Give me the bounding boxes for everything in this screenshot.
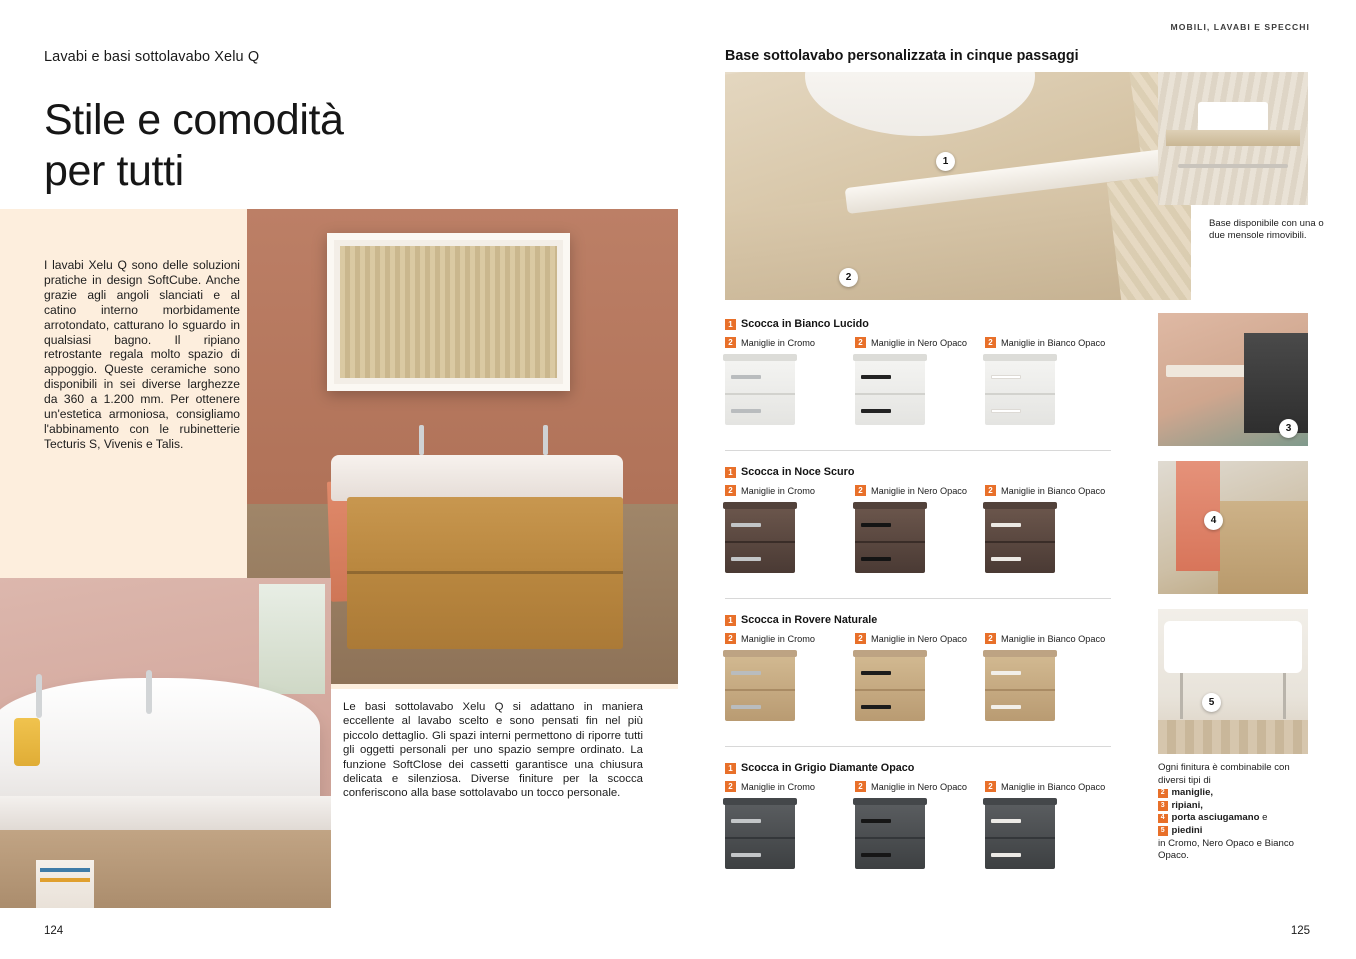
variant-2-unit-c [985, 507, 1055, 573]
variant-2-title: Scocca in Noce Scuro [741, 466, 855, 478]
variant-2-handle-chrome [725, 485, 855, 496]
unit-handle-lower [991, 853, 1021, 857]
unit-handle-lower [861, 853, 891, 857]
combination-note-label-towel-holder: porta asciugamano e [1171, 812, 1268, 824]
unit-drawer-split [725, 541, 795, 543]
detail-basin-photo [0, 578, 331, 908]
left-caption: Le basi sottolavabo Xelu Q si adattano in maniera eccellente al lavabo scelto e sono pensati fin nel più piccolo dettaglio. Gli spazi interni permettono di riporre tutti gli oggetti personali per uno spazio sempre ordinato. La funzione SoftClose dei cassetti garantisce una chiusura delicata e silenziosa. Diverse finiture per la scocca conferiscono alla base sottolavabo un tocco personale. [343, 701, 643, 800]
unit-handle-upper [731, 671, 761, 675]
unit-top-shelf [983, 798, 1057, 805]
variant-2-handle-badge-a: 2 [725, 485, 736, 496]
variant-3-handle-label-b: Maniglie in Nero Opaco [871, 633, 968, 644]
variant-2-handle-label-a: Maniglie in Cromo [741, 485, 816, 496]
variant-4-handle-badge-b: 2 [855, 781, 866, 792]
variant-4-unit-cell-c [985, 803, 1115, 869]
unit-handle-upper [861, 523, 891, 527]
variant-2-handle-white [985, 485, 1115, 496]
shelf-option-photo [1158, 72, 1308, 205]
unit-top-shelf [723, 354, 797, 361]
variant-2-handle-labels [725, 485, 1115, 496]
unit-handle-lower [991, 557, 1021, 561]
unit-handle-upper [861, 375, 891, 379]
variant-2-unit-cell-c [985, 507, 1115, 573]
variant-2-unit-cell-b [855, 507, 985, 573]
unit-drawer-split [725, 837, 795, 839]
variant-4-handle-label-b: Maniglie in Nero Opaco [871, 781, 968, 792]
unit-handle-lower [861, 409, 891, 413]
unit-handle-upper [991, 819, 1021, 823]
unit-drawer-split [855, 689, 925, 691]
variant-4-handle-label-a: Maniglie in Cromo [741, 781, 816, 792]
thumbnail-towel-holder [1158, 461, 1308, 594]
variant-1-number-badge: 1 [725, 319, 736, 330]
combination-note-badge-4: 4 [1158, 814, 1168, 824]
variant-2-units [725, 507, 1115, 573]
variant-1-handle-badge-b: 2 [855, 337, 866, 348]
variant-3-handle-black [855, 633, 985, 644]
variant-1-unit-b [855, 359, 925, 425]
variant-3-unit-c [985, 655, 1055, 721]
variant-3-unit-cell-c [985, 655, 1115, 721]
variant-1-handle-label-b: Maniglie in Nero Opaco [871, 337, 968, 348]
variant-block-1 [725, 318, 1115, 425]
variant-divider-3 [725, 746, 1111, 747]
right-section-title: Base sottolavabo personalizzata in cinque passaggi [725, 48, 1079, 64]
shelf-photo-shelf [1166, 130, 1300, 146]
unit-handle-upper [731, 523, 761, 527]
unit-handle-lower [731, 409, 761, 413]
variant-4-unit-c [985, 803, 1055, 869]
variant-3-unit-cell-a [725, 655, 855, 721]
variant-block-4 [725, 762, 1115, 869]
combination-note-item-4 [1158, 825, 1313, 838]
callout-badge-5: 5 [1202, 693, 1221, 712]
page-number-right: 125 [1290, 925, 1310, 937]
page-title-line-2: per tutti [44, 147, 184, 195]
hero-mirror [327, 233, 570, 391]
variant-4-handle-badge-a: 2 [725, 781, 736, 792]
variant-4-unit-a [725, 803, 795, 869]
hero-faucet-right [543, 425, 548, 455]
variant-3-handle-badge-b: 2 [855, 633, 866, 644]
page-title [44, 95, 344, 197]
variant-4-number-badge: 1 [725, 763, 736, 774]
thumb3-shelf [1166, 365, 1256, 377]
variant-1-unit-c [985, 359, 1055, 425]
hero-washbasin [331, 455, 623, 501]
combination-note-label-handles: maniglie, [1171, 787, 1214, 799]
variant-3-handle-chrome [725, 633, 855, 644]
callout-badge-2: 2 [839, 268, 858, 287]
main-product-photo [725, 72, 1191, 300]
unit-handle-upper [861, 819, 891, 823]
variant-1-unit-a [725, 359, 795, 425]
unit-handle-lower [861, 705, 891, 709]
thumb4-panel [1218, 501, 1308, 594]
unit-handle-lower [731, 557, 761, 561]
hero-vanity-drawer-line [347, 571, 623, 574]
hero-faucet-left [419, 425, 424, 455]
variant-2-unit-b [855, 507, 925, 573]
variant-4-unit-b [855, 803, 925, 869]
variant-3-handle-white [985, 633, 1115, 644]
variant-2-unit-a [725, 507, 795, 573]
variant-4-handle-label-c: Maniglie in Bianco Opaco [1001, 781, 1106, 792]
unit-handle-lower [991, 409, 1021, 413]
variant-4-unit-cell-a [725, 803, 855, 869]
unit-handle-lower [731, 853, 761, 857]
unit-handle-lower [731, 705, 761, 709]
detail-faucet-left [36, 674, 42, 718]
variant-1-handle-badge-c: 2 [985, 337, 996, 348]
variant-block-2 [725, 466, 1115, 573]
variant-divider-1 [725, 450, 1111, 451]
callout-badge-4: 4 [1204, 511, 1223, 530]
variant-3-unit-cell-b [855, 655, 985, 721]
variant-3-unit-b [855, 655, 925, 721]
thumb3-cabinet [1244, 333, 1308, 433]
variant-1-handle-black [855, 337, 985, 348]
variant-1-handle-label-c: Maniglie in Bianco Opaco [1001, 337, 1106, 348]
combination-note [1158, 762, 1313, 863]
combination-note-label-shelves: ripiani, [1171, 799, 1203, 811]
thumbnail-feet-detail [1158, 609, 1308, 754]
combination-note-intro: Ogni finitura è combinabile con diversi tipi di [1158, 762, 1290, 786]
variant-divider-2 [725, 598, 1111, 599]
unit-handle-upper [861, 671, 891, 675]
unit-handle-lower [861, 557, 891, 561]
section-eyebrow: Lavabi e basi sottolavabo Xelu Q [44, 49, 260, 65]
variant-2-handle-badge-c: 2 [985, 485, 996, 496]
shelf-option-caption: Base disponibile con una o due mensole rimovibili. [1209, 218, 1324, 242]
page-title-line-1: Stile e comodità [44, 96, 344, 144]
variant-4-handle-labels [725, 781, 1115, 792]
variant-3-handle-label-c: Maniglie in Bianco Opaco [1001, 633, 1106, 644]
running-header: MOBILI, LAVABI E SPECCHI [1170, 22, 1310, 32]
unit-handle-upper [991, 523, 1021, 527]
variant-3-handle-badge-a: 2 [725, 633, 736, 644]
unit-handle-lower [991, 705, 1021, 709]
unit-handle-upper [991, 671, 1021, 675]
unit-drawer-split [725, 689, 795, 691]
variant-1-handle-label-a: Maniglie in Cromo [741, 337, 816, 348]
variant-3-number-badge: 1 [725, 615, 736, 626]
shelf-photo-towel-bar [1178, 164, 1288, 168]
unit-drawer-split [985, 689, 1055, 691]
unit-top-shelf [983, 354, 1057, 361]
unit-top-shelf [853, 502, 927, 509]
hero-mirror-reflection [340, 246, 557, 378]
unit-top-shelf [723, 798, 797, 805]
unit-top-shelf [723, 502, 797, 509]
unit-top-shelf [983, 502, 1057, 509]
unit-top-shelf [983, 650, 1057, 657]
combination-note-item-1 [1158, 787, 1313, 800]
detail-towel-stripe-yellow [40, 878, 90, 882]
unit-drawer-split [985, 541, 1055, 543]
variant-4-heading [725, 762, 1115, 774]
unit-drawer-split [985, 837, 1055, 839]
callout-badge-3: 3 [1279, 419, 1298, 438]
detail-window [259, 584, 325, 694]
combination-note-outro: in Cromo, Nero Opaco e Bianco Opaco. [1158, 837, 1294, 862]
variant-1-handle-chrome [725, 337, 855, 348]
detail-soap-dispenser [14, 718, 40, 766]
thumb5-floor [1158, 720, 1308, 754]
variant-1-handle-labels [725, 337, 1115, 348]
page-number-left: 124 [44, 925, 64, 937]
combination-note-label-feet: piedini [1171, 824, 1203, 836]
combination-note-item-3 [1158, 812, 1313, 825]
variant-4-unit-cell-b [855, 803, 985, 869]
unit-handle-upper [731, 819, 761, 823]
variant-1-unit-cell-c [985, 359, 1115, 425]
variant-1-title: Scocca in Bianco Lucido [741, 318, 869, 330]
unit-drawer-split [985, 393, 1055, 395]
variant-3-title: Scocca in Rovere Naturale [741, 614, 878, 626]
variant-2-number-badge: 1 [725, 467, 736, 478]
combination-note-badge-3: 3 [1158, 801, 1168, 811]
unit-drawer-split [855, 393, 925, 395]
variant-2-heading [725, 466, 1115, 478]
variant-2-handle-label-c: Maniglie in Bianco Opaco [1001, 485, 1106, 496]
variant-2-handle-badge-b: 2 [855, 485, 866, 496]
variant-block-3 [725, 614, 1115, 721]
variant-3-unit-a [725, 655, 795, 721]
variant-2-unit-cell-a [725, 507, 855, 573]
variant-4-handle-white [985, 781, 1115, 792]
variant-1-handle-badge-a: 2 [725, 337, 736, 348]
variant-1-unit-cell-b [855, 359, 985, 425]
variant-2-handle-black [855, 485, 985, 496]
unit-drawer-split [855, 837, 925, 839]
combination-note-badge-2: 2 [1158, 789, 1168, 799]
variant-1-unit-cell-a [725, 359, 855, 425]
variant-1-heading [725, 318, 1115, 330]
variant-4-title: Scocca in Grigio Diamante Opaco [741, 762, 915, 774]
unit-handle-upper [731, 375, 761, 379]
thumbnail-shelf-detail [1158, 313, 1308, 446]
thumb5-legs [1180, 673, 1286, 719]
variant-3-handle-badge-c: 2 [985, 633, 996, 644]
variant-4-handle-chrome [725, 781, 855, 792]
thumb5-basin [1164, 621, 1302, 673]
intro-paragraph: I lavabi Xelu Q sono delle soluzioni pratiche in design SoftCube. Anche grazie agli angoli slanciati e al catino interno morbidamente arrotondato, catturano lo sguardo in qualsiasi bagno. Il ripiano retrostante regala molto spazio di appoggio. Queste ceramiche sono disponibili in sei diverse larghezze da 360 a 1.200 mm. Per ottenere un'estetica armoniosa, consigliamo l'abbinamento con le rubinetterie Tecturis S, Vivenis e Talis. [44, 258, 240, 451]
variant-3-handle-labels [725, 633, 1115, 644]
variant-3-handle-label-a: Maniglie in Cromo [741, 633, 816, 644]
unit-top-shelf [853, 798, 927, 805]
unit-top-shelf [723, 650, 797, 657]
detail-faucet-right [146, 670, 152, 714]
hero-vanity-unit [347, 497, 623, 649]
callout-badge-1: 1 [936, 152, 955, 171]
variant-4-handle-badge-c: 2 [985, 781, 996, 792]
unit-drawer-split [855, 541, 925, 543]
detail-towel-stripe-blue [40, 868, 90, 872]
combination-note-item-2 [1158, 800, 1313, 813]
shelf-photo-basin [1198, 102, 1268, 132]
unit-handle-upper [991, 375, 1021, 379]
unit-drawer-split [725, 393, 795, 395]
unit-top-shelf [853, 354, 927, 361]
variant-2-handle-label-b: Maniglie in Nero Opaco [871, 485, 968, 496]
variant-3-heading [725, 614, 1115, 626]
unit-top-shelf [853, 650, 927, 657]
variant-3-units [725, 655, 1115, 721]
combination-note-badge-5: 5 [1158, 826, 1168, 836]
variant-1-handle-white [985, 337, 1115, 348]
variant-4-units [725, 803, 1115, 869]
variant-4-handle-black [855, 781, 985, 792]
variant-1-units [725, 359, 1115, 425]
